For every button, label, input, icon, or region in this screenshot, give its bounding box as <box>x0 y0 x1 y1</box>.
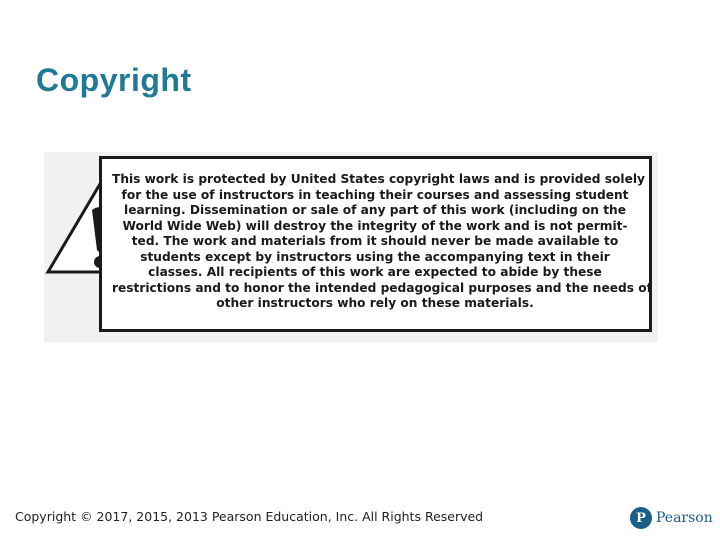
notice-line: This work is protected by United States copyright laws and is provided solely <box>112 172 645 186</box>
footer-copyright: Copyright © 2017, 2015, 2013 Pearson Education, Inc. All Rights Reserved <box>15 509 484 524</box>
notice-line: World Wide Web) will destroy the integrity of the work and is not permit- <box>122 218 628 233</box>
notice-line: learning. Dissemination or sale of any part of this work (including on the <box>124 203 626 217</box>
pearson-wordmark: Pearson <box>656 510 713 526</box>
copyright-notice-figure <box>44 152 658 342</box>
notice-line: students except by instructors using the accompanying text in their <box>140 249 610 264</box>
notice-line: for the use of instructors in teaching their courses and assessing student <box>121 187 629 202</box>
pearson-logo <box>630 506 713 530</box>
slide-title: Copyright <box>36 62 192 98</box>
notice-line: other instructors who rely on these materials. <box>216 296 534 310</box>
copyright-notice-text <box>112 172 652 314</box>
notice-line: restrictions and to honor the intended pedagogical purposes and the needs of <box>112 280 652 295</box>
notice-line: ted. The work and materials from it should never be made available to <box>131 234 619 248</box>
notice-line: classes. All recipients of this work are expected to abide by these <box>148 265 602 279</box>
pearson-logo-mark: P <box>630 507 652 529</box>
